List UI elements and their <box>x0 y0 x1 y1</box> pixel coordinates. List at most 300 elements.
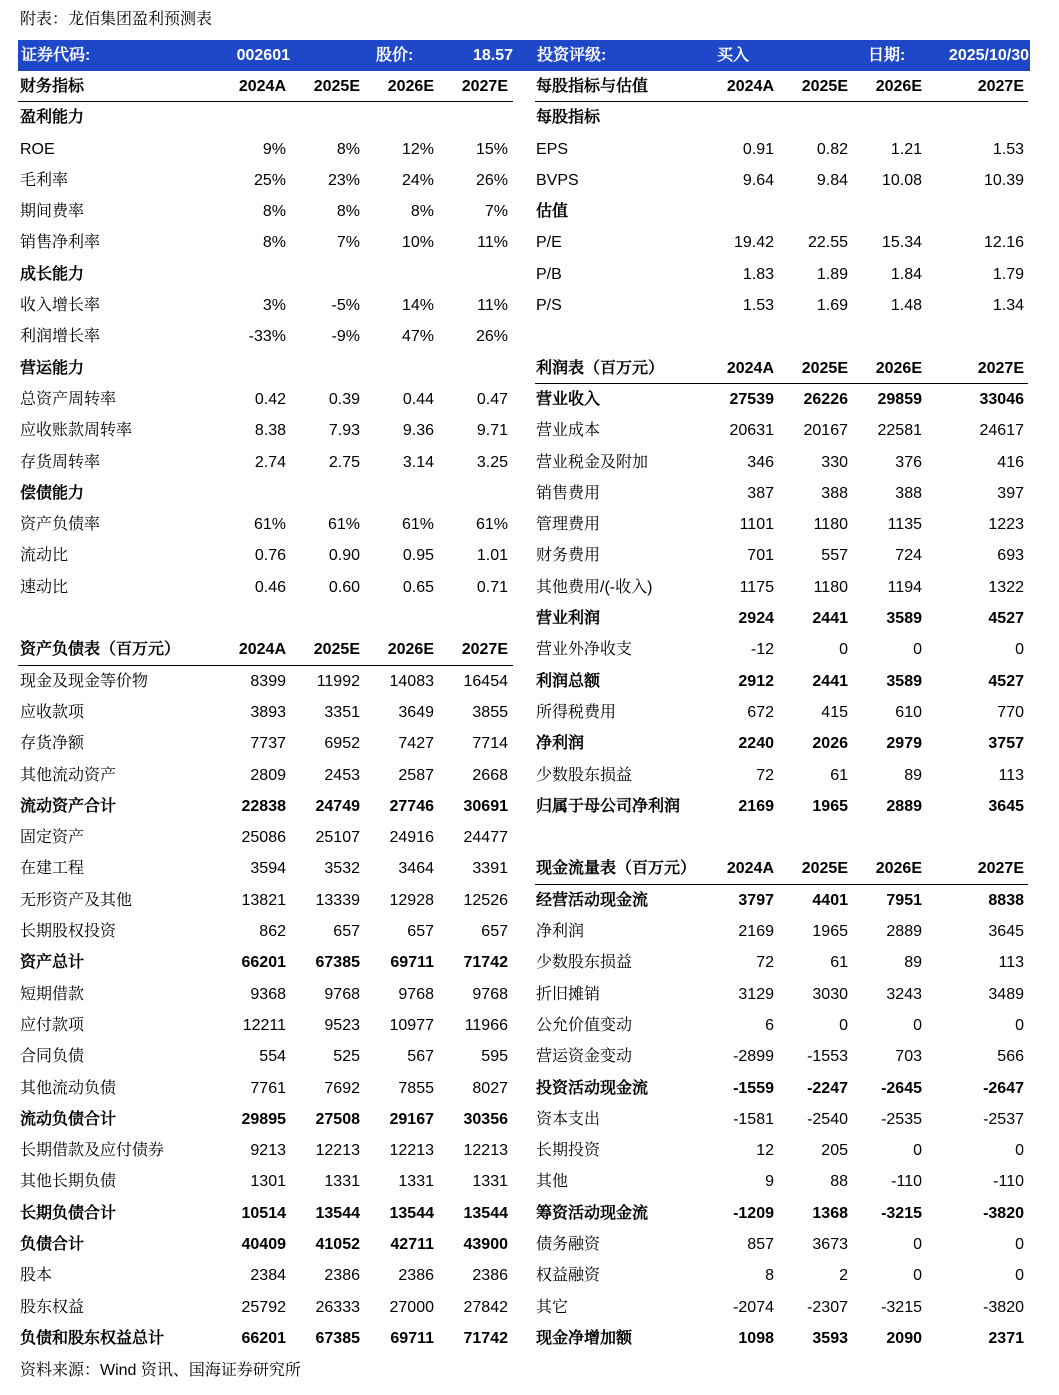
cell-value: 19.42 <box>733 234 774 252</box>
cell-value: 388 <box>821 484 848 502</box>
row-label: 期间费率 <box>20 203 85 221</box>
row-label: 营业利润 <box>536 610 601 628</box>
cell-value: 1175 <box>739 578 774 596</box>
cell-value: 29895 <box>241 1110 286 1128</box>
cell-value: 16454 <box>463 672 508 690</box>
cell-value: 1368 <box>812 1204 848 1222</box>
cell-value: 8.38 <box>254 422 286 440</box>
cell-value: 0 <box>913 1235 922 1253</box>
cell-value: 0.39 <box>328 390 360 408</box>
cell-value: 9% <box>262 140 286 158</box>
table-row <box>535 916 1028 947</box>
cell-value: 22.55 <box>807 234 848 252</box>
table-row <box>535 134 1028 165</box>
cell-value: 20631 <box>729 422 774 440</box>
row-label: 每股指标 <box>536 109 601 127</box>
cell-value: 3855 <box>472 703 508 721</box>
table-row <box>535 102 1028 133</box>
cell-value: 693 <box>997 547 1024 565</box>
table-row <box>535 697 1028 728</box>
table-row <box>18 540 513 571</box>
cell-value: 0 <box>1015 1142 1024 1160</box>
cell-value: 1.53 <box>992 140 1024 158</box>
source-footnote: 资料来源：Wind 资讯、国海证券研究所 <box>20 1362 301 1379</box>
cell-value: 12 <box>756 1142 774 1160</box>
cell-value: 1135 <box>887 516 922 534</box>
cell-value: 0.90 <box>328 547 360 565</box>
cell-value: 29859 <box>877 390 922 408</box>
row-label: 现金净增加额 <box>536 1329 633 1347</box>
row-label: 少数股东损益 <box>536 954 633 972</box>
row-label: 合同负债 <box>20 1048 85 1066</box>
row-label: 其他流动资产 <box>20 766 117 784</box>
cell-value: 3391 <box>472 860 508 878</box>
cell-value: 2027E <box>461 641 508 659</box>
cell-value: -2645 <box>881 1079 922 1097</box>
table-row <box>535 947 1028 978</box>
cell-value: 2025E <box>313 641 360 659</box>
cell-value: 2386 <box>324 1267 360 1285</box>
cell-value: 8% <box>262 203 286 221</box>
cell-value: 657 <box>407 923 434 941</box>
cell-value: 26% <box>475 328 508 346</box>
cell-value: 10.39 <box>983 171 1024 189</box>
cell-value: 857 <box>747 1235 774 1253</box>
row-label: 折旧摊销 <box>536 985 601 1003</box>
row-label: 固定资产 <box>20 829 85 847</box>
cell-value: 66201 <box>241 1329 286 1347</box>
cell-value: 1.53 <box>742 297 774 315</box>
cell-value: 2912 <box>738 672 774 690</box>
cell-value: 9768 <box>472 985 508 1003</box>
cell-value: 2026E <box>875 78 922 95</box>
cell-value: 2025E <box>313 78 360 95</box>
cell-value: -2899 <box>733 1048 774 1066</box>
cell-value: 1.01 <box>476 547 508 565</box>
row-label: 营运资金变动 <box>536 1048 633 1066</box>
cell-value: 9.84 <box>816 171 848 189</box>
cell-value: 41052 <box>315 1235 360 1253</box>
cell-value: 10514 <box>241 1204 286 1222</box>
cell-value: 24477 <box>463 829 508 847</box>
price-label: 股价: <box>376 47 414 64</box>
cell-value: 1.21 <box>890 140 922 158</box>
cell-value: 2024A <box>238 641 286 659</box>
row-label: 毛利率 <box>20 171 69 189</box>
row-label: 速动比 <box>20 578 69 596</box>
row-label: 收入增长率 <box>20 297 101 315</box>
cell-value: -12 <box>750 641 774 659</box>
cell-value: 1322 <box>988 578 1024 596</box>
cell-value: -2540 <box>807 1110 848 1128</box>
row-label: 公允价值变动 <box>536 1016 633 1034</box>
cell-value: 8% <box>410 203 434 221</box>
cell-value: 27842 <box>463 1298 508 1316</box>
cell-value: 1331 <box>324 1173 360 1191</box>
cell-value: 0.42 <box>254 390 286 408</box>
row-label: 现金及现金等价物 <box>20 672 149 690</box>
row-label: 股东权益 <box>20 1298 85 1316</box>
table-row <box>535 666 1028 697</box>
row-label: 少数股东损益 <box>536 766 633 784</box>
cell-value: 525 <box>333 1048 360 1066</box>
row-label: 资产负债率 <box>20 516 101 534</box>
row-label: 存货净额 <box>20 735 85 753</box>
table-row <box>535 1323 1028 1354</box>
table-row <box>535 290 1028 321</box>
cell-value: 7427 <box>398 735 434 753</box>
row-label: 营业外净收支 <box>536 641 633 659</box>
cell-value: 7951 <box>886 891 922 909</box>
cell-value: 3464 <box>398 860 434 878</box>
row-label: 所得税费用 <box>536 703 617 721</box>
cell-value: 24617 <box>979 422 1024 440</box>
cell-value: 3645 <box>988 797 1024 815</box>
row-label: 营运能力 <box>20 359 85 377</box>
cell-value: 12213 <box>463 1142 508 1160</box>
row-label: ROE <box>20 140 55 158</box>
row-label: 其他 <box>536 1173 569 1191</box>
table-row <box>535 227 1028 258</box>
table-row <box>535 384 1028 415</box>
cell-value: 11992 <box>316 672 360 690</box>
row-label: 在建工程 <box>20 860 85 878</box>
cell-value: 1.89 <box>816 265 848 283</box>
cell-value: 61% <box>327 516 360 534</box>
cell-value: 2024A <box>726 359 774 377</box>
cell-value: 3893 <box>250 703 286 721</box>
cell-value: 2026E <box>875 359 922 377</box>
cell-value: 3594 <box>250 860 286 878</box>
cell-value: 2386 <box>472 1267 508 1285</box>
cell-value: 0.71 <box>476 578 508 596</box>
cell-value: 27539 <box>729 390 774 408</box>
row-label: 应付款项 <box>20 1016 85 1034</box>
cell-value: 1098 <box>738 1329 774 1347</box>
table-row <box>535 165 1028 196</box>
cell-value: 23% <box>327 171 360 189</box>
cell-value: 1194 <box>887 578 922 596</box>
cell-value: 0 <box>1015 641 1024 659</box>
table-row <box>535 853 1028 884</box>
cell-value: 1965 <box>812 923 848 941</box>
cell-value: 14% <box>401 297 434 315</box>
cell-value: 2441 <box>812 672 848 690</box>
row-label: 长期负债合计 <box>20 1204 117 1222</box>
row-label: 其他费用/(-收入) <box>536 578 653 596</box>
cell-value: 24% <box>401 171 434 189</box>
row-label: BVPS <box>536 171 579 189</box>
cell-value: 15% <box>475 140 508 158</box>
row-label: 其他流动负债 <box>20 1079 117 1097</box>
cell-value: -2647 <box>983 1079 1024 1097</box>
cell-value: 67385 <box>315 1329 360 1347</box>
table-row <box>18 1135 513 1166</box>
cell-value: 8% <box>336 140 360 158</box>
cell-value: 3593 <box>812 1329 848 1347</box>
row-label: 销售净利率 <box>20 234 101 252</box>
cell-value: 1301 <box>250 1173 286 1191</box>
cell-value: 0.91 <box>742 140 774 158</box>
price-value: 18.57 <box>472 47 513 64</box>
cell-value: 3243 <box>886 985 922 1003</box>
row-label: 筹资活动现金流 <box>536 1204 649 1222</box>
cell-value: 2809 <box>250 766 286 784</box>
cell-value: -1553 <box>807 1048 848 1066</box>
table-row <box>535 415 1028 446</box>
cell-value: 12928 <box>389 891 434 909</box>
right-table <box>535 71 1028 1354</box>
cell-value: 2 <box>839 1267 848 1285</box>
table-row <box>18 196 513 227</box>
table-row <box>18 634 513 665</box>
row-label: 长期借款及应付债券 <box>20 1142 165 1160</box>
cell-value: 8838 <box>988 891 1024 909</box>
cell-value: 2587 <box>398 766 434 784</box>
cell-value: 567 <box>407 1048 434 1066</box>
cell-value: 25107 <box>315 829 360 847</box>
cell-value: 0 <box>839 641 848 659</box>
table-row <box>535 1010 1028 1041</box>
cell-value: 30356 <box>463 1110 508 1128</box>
table-row <box>535 979 1028 1010</box>
date-label: 日期: <box>868 47 906 64</box>
cell-value: 2386 <box>398 1267 434 1285</box>
table-row <box>18 447 513 478</box>
table-row <box>18 102 513 133</box>
cell-value: 61% <box>401 516 434 534</box>
cell-value: 26333 <box>315 1298 360 1316</box>
table-row <box>535 353 1028 384</box>
table-row <box>535 634 1028 665</box>
row-label: EPS <box>536 140 569 158</box>
cell-value: 11% <box>477 297 508 315</box>
cell-value: 71742 <box>463 1329 508 1347</box>
cell-value: 2441 <box>812 610 848 628</box>
table-row <box>535 1198 1028 1229</box>
cell-value: 7761 <box>250 1079 286 1097</box>
cell-value: 11966 <box>464 1016 508 1034</box>
cell-value: 3489 <box>988 985 1024 1003</box>
row-label: 资本支出 <box>536 1110 601 1128</box>
cell-value: 13544 <box>389 1204 434 1222</box>
cell-value: 1.34 <box>992 297 1024 315</box>
table-row <box>535 791 1028 822</box>
cell-value: 72 <box>756 954 774 972</box>
cell-value: 61% <box>475 516 508 534</box>
cell-value: 1.48 <box>890 297 922 315</box>
cell-value: 61 <box>830 954 848 972</box>
cell-value: -9% <box>331 328 360 346</box>
cell-value: 0.47 <box>476 390 508 408</box>
cell-value: -2535 <box>881 1110 922 1128</box>
cell-value: 22838 <box>241 797 286 815</box>
cell-value: 2169 <box>738 797 774 815</box>
cell-value: 330 <box>821 453 848 471</box>
table-row <box>535 540 1028 571</box>
table-row <box>18 822 513 853</box>
row-label: 应收账款周转率 <box>20 422 133 440</box>
cell-value: 7% <box>484 203 508 221</box>
table-row <box>535 196 1028 227</box>
table-row <box>18 259 513 290</box>
cell-value: 3351 <box>324 703 360 721</box>
row-label: 净利润 <box>536 735 585 753</box>
cell-value: 42711 <box>390 1235 434 1253</box>
cell-value: 0.46 <box>254 578 286 596</box>
cell-value: 13544 <box>463 1204 508 1222</box>
cell-value: 2024A <box>726 860 774 878</box>
table-row <box>18 321 513 352</box>
cell-value: 770 <box>997 703 1024 721</box>
cell-value: 2025E <box>801 860 848 878</box>
cell-value: 0 <box>913 641 922 659</box>
cell-value: 47% <box>401 328 434 346</box>
cell-value: 30691 <box>463 797 508 815</box>
cell-value: 7692 <box>324 1079 360 1097</box>
cell-value: 2027E <box>977 359 1024 377</box>
row-label: 偿债能力 <box>20 484 85 502</box>
cell-value: -2307 <box>807 1298 848 1316</box>
cell-value: 14083 <box>389 672 434 690</box>
table-row <box>18 791 513 822</box>
cell-value: 3797 <box>738 891 774 909</box>
cell-value: 9213 <box>250 1142 286 1160</box>
cell-value: 27508 <box>315 1110 360 1128</box>
cell-value: 3589 <box>886 610 922 628</box>
cell-value: 566 <box>997 1048 1024 1066</box>
cell-value: 415 <box>821 703 848 721</box>
cell-value: 2668 <box>472 766 508 784</box>
cell-value: 0.82 <box>816 140 848 158</box>
row-label: 总资产周转率 <box>20 390 117 408</box>
table-row <box>535 760 1028 791</box>
row-label: 存货周转率 <box>20 453 101 471</box>
cell-value: 3589 <box>886 672 922 690</box>
table-row <box>18 916 513 947</box>
cell-value: 397 <box>997 484 1024 502</box>
cell-value: 2924 <box>738 610 774 628</box>
cell-value: 4401 <box>812 891 848 909</box>
row-label: P/S <box>536 297 562 315</box>
cell-value: 1.83 <box>742 265 774 283</box>
table-row <box>535 71 1028 102</box>
cell-value: 6952 <box>324 735 360 753</box>
cell-value: 7714 <box>472 735 508 753</box>
table-row <box>535 1166 1028 1197</box>
cell-value: 610 <box>895 703 922 721</box>
row-label: 归属于母公司净利润 <box>536 797 681 815</box>
left-table <box>18 71 513 1354</box>
cell-value: 12211 <box>242 1016 286 1034</box>
table-row <box>18 290 513 321</box>
table-row <box>18 979 513 1010</box>
header-bar <box>18 40 1030 71</box>
cell-value: 113 <box>998 954 1024 972</box>
cell-value: 7737 <box>250 735 286 753</box>
row-label: 成长能力 <box>20 265 85 283</box>
row-label: 负债合计 <box>20 1235 85 1253</box>
cell-value: 8 <box>765 1267 774 1285</box>
row-label: 流动负债合计 <box>20 1110 117 1128</box>
cell-value: 1.79 <box>992 265 1024 283</box>
cell-value: 29167 <box>389 1110 434 1128</box>
cell-value: 3645 <box>988 923 1024 941</box>
cell-value: 22581 <box>877 422 922 440</box>
row-label: 流动资产合计 <box>20 797 117 815</box>
cell-value: 0 <box>913 1142 922 1160</box>
table-row <box>535 1260 1028 1291</box>
row-label: 现金流量表（百万元） <box>536 860 697 878</box>
cell-value: 13821 <box>241 891 286 909</box>
cell-value: 72 <box>756 766 774 784</box>
cell-value: 7.93 <box>328 422 360 440</box>
table-row <box>18 165 513 196</box>
cell-value: 9.71 <box>476 422 508 440</box>
cell-value: 0 <box>1015 1267 1024 1285</box>
cell-value: 388 <box>895 484 922 502</box>
cell-value: 2371 <box>988 1329 1024 1347</box>
cell-value: 25% <box>253 171 286 189</box>
row-label: 其他长期负债 <box>20 1173 117 1191</box>
date-value: 2025/10/30 <box>948 47 1029 64</box>
table-row <box>18 1292 513 1323</box>
table-row <box>535 822 1028 853</box>
cell-value: 3532 <box>324 860 360 878</box>
cell-value: 20167 <box>803 422 848 440</box>
row-label: 股本 <box>20 1267 53 1285</box>
row-label: 利润增长率 <box>20 328 101 346</box>
cell-value: 387 <box>747 484 774 502</box>
cell-value: 26% <box>475 171 508 189</box>
cell-value: 8% <box>336 203 360 221</box>
cell-value: -3215 <box>881 1204 922 1222</box>
cell-value: 25086 <box>241 829 286 847</box>
cell-value: 0.65 <box>402 578 434 596</box>
cell-value: 33046 <box>979 390 1024 408</box>
table-row <box>535 321 1028 352</box>
cell-value: -2074 <box>733 1298 774 1316</box>
row-label: 无形资产及其他 <box>20 891 133 909</box>
cell-value: -110 <box>891 1173 922 1191</box>
row-label: P/B <box>536 265 562 283</box>
cell-value: 2027E <box>977 78 1024 95</box>
cell-value: 9368 <box>250 985 286 1003</box>
row-label: 财务费用 <box>536 547 601 565</box>
row-label: 经营活动现金流 <box>536 891 649 909</box>
cell-value: 701 <box>747 547 774 565</box>
table-row <box>18 1323 513 1354</box>
cell-value: 8% <box>262 234 286 252</box>
table-row <box>18 71 513 102</box>
table-row <box>535 885 1028 916</box>
cell-value: 10% <box>401 234 434 252</box>
cell-value: 2384 <box>250 1267 286 1285</box>
cell-value: 2026E <box>387 78 434 95</box>
cell-value: 1180 <box>813 578 848 596</box>
cell-value: 13544 <box>315 1204 360 1222</box>
cell-value: 113 <box>998 766 1024 784</box>
cell-value: 7855 <box>398 1079 434 1097</box>
cell-value: 11% <box>477 234 508 252</box>
cell-value: 10977 <box>389 1016 434 1034</box>
rating-label: 投资评级: <box>537 47 607 64</box>
cell-value: -1209 <box>733 1204 774 1222</box>
table-row <box>535 1292 1028 1323</box>
cell-value: 4527 <box>988 610 1024 628</box>
cell-value: -2247 <box>807 1079 848 1097</box>
row-label: 资产总计 <box>20 954 85 972</box>
